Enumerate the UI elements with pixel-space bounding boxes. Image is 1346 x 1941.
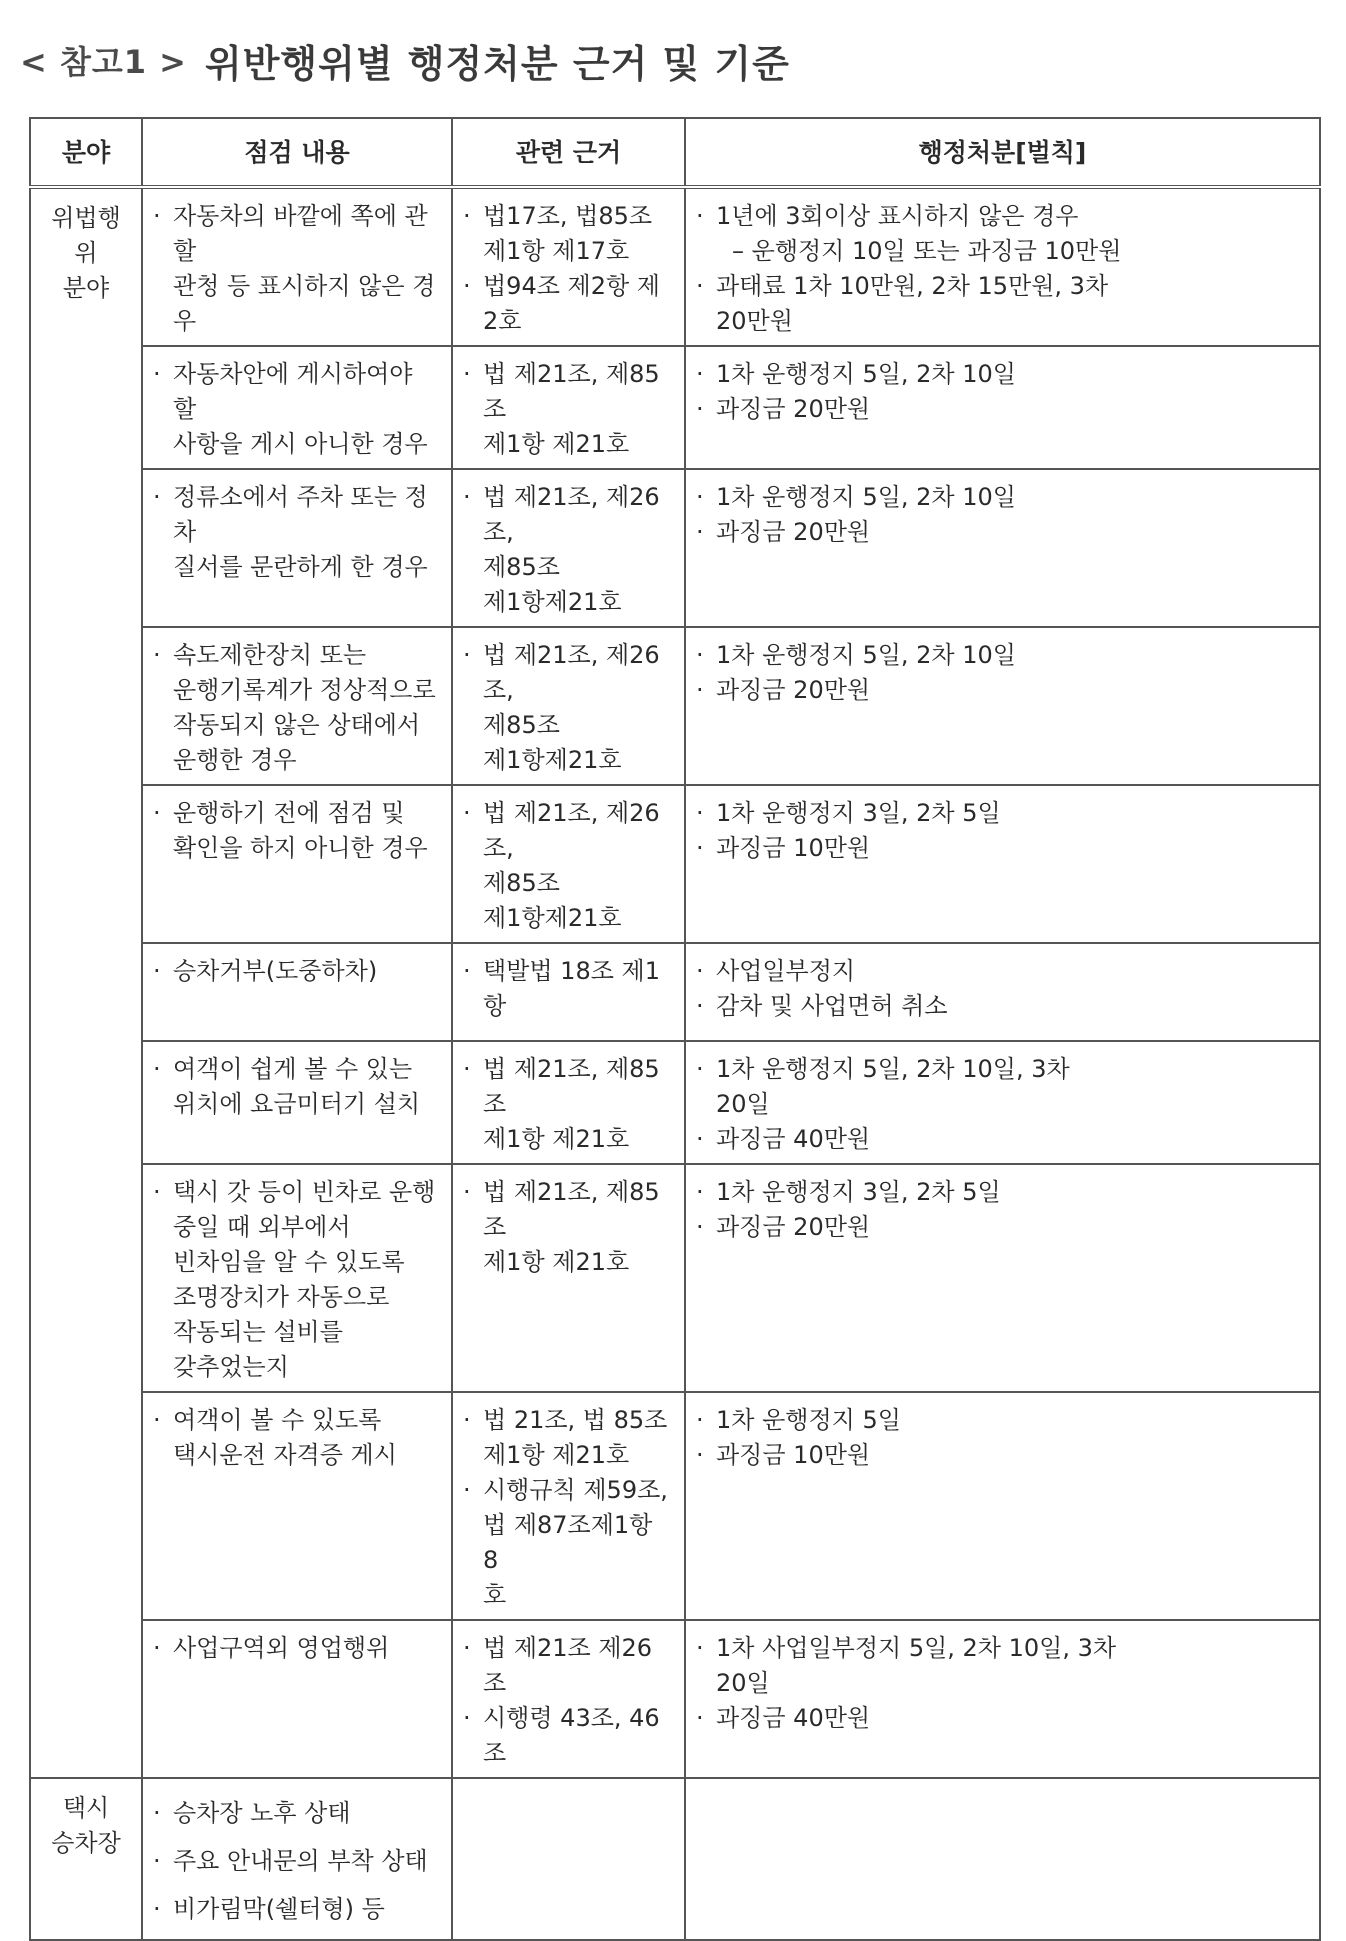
cell-line: · 여객이 쉽게 볼 수 있는 (153, 1052, 441, 1087)
cell-line: · 1차 운행정지 5일, 2차 10일 (696, 357, 1309, 392)
cell-line: 택시운전 자격증 게시 (173, 1441, 397, 1469)
field-cell (30, 1778, 142, 1940)
table-row (30, 469, 1320, 627)
cell-line: 위치에 요금미터기 설치 (173, 1090, 421, 1118)
penalty-cell (685, 187, 1320, 346)
check-cell (142, 346, 452, 469)
header-penalty: 행정처분[벌칙] (685, 118, 1320, 187)
cell-line: 작동되는 설비를 (173, 1318, 343, 1346)
cell-line: 제1항 제21호 (483, 1248, 630, 1276)
check-cell (142, 943, 452, 1041)
table-row (30, 346, 1320, 469)
table-row (30, 1620, 1320, 1778)
cell-line: 제1항 제21호 (483, 1125, 630, 1153)
cell-line: · 과징금 20만원 (696, 515, 1309, 550)
cell-line: · 자동차의 바깥에 쪽에 관할 (153, 199, 441, 269)
cell-line: 제85조 (483, 711, 560, 739)
cell-line: · 시행규칙 제59조, (463, 1473, 674, 1508)
cell-line: 빈차임을 알 수 있도록 (173, 1248, 405, 1276)
cell-line: 확인을 하지 아니한 경우 (173, 834, 428, 862)
cell-line: 중일 때 외부에서 (173, 1213, 351, 1241)
check-cell (142, 785, 452, 943)
penalty-cell (685, 785, 1320, 943)
check-cell (142, 187, 452, 346)
check-cell (142, 627, 452, 785)
cell-line: · 법94조 제2항 제2호 (463, 269, 674, 339)
cell-line: 제1항 제21호 (483, 430, 630, 458)
cell-line: · 속도제한장치 또는 (153, 638, 441, 673)
cell-line: · 1차 사업일부정지 5일, 2차 10일, 3차 (696, 1631, 1309, 1666)
page-title (20, 30, 790, 90)
basis-cell (452, 785, 685, 943)
cell-line: 갖추었는지 (173, 1353, 289, 1381)
cell-line: · 감차 및 사업면허 취소 (696, 989, 1309, 1024)
field-label: 택시 (62, 1794, 110, 1822)
cell-line: · 1차 운행정지 3일, 2차 5일 (696, 796, 1309, 831)
cell-line: 조명장치가 자동으로 (173, 1283, 390, 1311)
table-row (30, 785, 1320, 943)
penalty-table (29, 117, 1321, 1941)
cell-line: · 시행령 43조, 46조 (463, 1701, 674, 1771)
cell-line: 20일 (716, 1090, 770, 1118)
basis-cell (452, 943, 685, 1041)
cell-line: 제85조 (483, 869, 560, 897)
penalty-cell (685, 943, 1320, 1041)
field-label: 승차장 (51, 1829, 121, 1857)
cell-line: · 택시 갓 등이 빈차로 운행 (153, 1175, 441, 1210)
cell-line: · 과징금 40만원 (696, 1122, 1309, 1157)
basis-cell (452, 469, 685, 627)
cell-line: · 자동차안에 게시하여야 할 (153, 357, 441, 427)
table-body (30, 187, 1320, 1940)
table-row (30, 1392, 1320, 1620)
cell-line: · 과태료 1차 10만원, 2차 15만원, 3차 (696, 269, 1309, 304)
cell-line: 제1항제21호 (483, 904, 622, 932)
penalty-cell (685, 627, 1320, 785)
cell-line: · 정류소에서 주차 또는 정차 (153, 480, 441, 550)
cell-line: · 승차장 노후 상태 (153, 1789, 441, 1837)
cell-line: 제1항제21호 (483, 746, 622, 774)
check-cell (142, 1392, 452, 1620)
basis-cell (452, 1041, 685, 1164)
cell-line: – 운행정지 10일 또는 과징금 10만원 (732, 237, 1122, 265)
penalty-cell (685, 1620, 1320, 1778)
cell-line: 작동되지 않은 상태에서 (173, 711, 421, 739)
table-header-row (30, 118, 1320, 187)
cell-line: 제1항 제17호 (483, 237, 630, 265)
cell-line: · 법 제21조, 제85조 (463, 1175, 674, 1245)
table-row (30, 1041, 1320, 1164)
header-basis: 관련 근거 (452, 118, 685, 187)
cell-line: 제85조 (483, 553, 560, 581)
basis-cell (452, 187, 685, 346)
basis-cell (452, 1392, 685, 1620)
table-row (30, 1164, 1320, 1392)
cell-line: · 법 제21조 제26조 (463, 1631, 674, 1701)
cell-line: 법 제87조제1항 8 (483, 1511, 653, 1574)
check-cell (142, 1041, 452, 1164)
table-row (30, 627, 1320, 785)
cell-line: 20일 (716, 1669, 770, 1697)
cell-line: · 법 제21조, 제26조, (463, 796, 674, 866)
cell-line: · 과징금 10만원 (696, 1438, 1309, 1473)
cell-line: · 1차 운행정지 5일, 2차 10일 (696, 480, 1309, 515)
cell-line: · 과징금 20만원 (696, 673, 1309, 708)
penalty-cell (685, 1164, 1320, 1392)
header-check: 점검 내용 (142, 118, 452, 187)
basis-cell (452, 1778, 685, 1940)
reference-label: < 참고1 > (20, 43, 187, 81)
cell-line: · 1년에 3회이상 표시하지 않은 경우 (696, 199, 1309, 234)
cell-line: · 여객이 볼 수 있도록 (153, 1403, 441, 1438)
cell-line: · 1차 운행정지 5일 (696, 1403, 1309, 1438)
cell-line: · 과징금 40만원 (696, 1701, 1309, 1736)
penalty-cell (685, 469, 1320, 627)
cell-line: · 법 제21조, 제85조 (463, 1052, 674, 1122)
cell-line: · 승차거부(도중하차) (153, 954, 441, 989)
cell-line: · 비가림막(쉘터형) 등 (153, 1885, 441, 1933)
cell-line: 운행기록계가 정상적으로 (173, 676, 436, 704)
cell-line: · 사업일부정지 (696, 954, 1309, 989)
cell-line: 20만원 (716, 307, 793, 335)
penalty-cell (685, 346, 1320, 469)
check-cell (142, 1164, 452, 1392)
field-cell (30, 187, 142, 1778)
table-row (30, 187, 1320, 346)
cell-line: · 법 제21조, 제85조 (463, 357, 674, 427)
cell-line: · 주요 안내문의 부착 상태 (153, 1837, 441, 1885)
table-row (30, 1778, 1320, 1940)
field-label: 분야 (62, 274, 110, 302)
field-label: 위법행위 (51, 204, 121, 267)
check-cell (142, 469, 452, 627)
cell-line: 관청 등 표시하지 않은 경우 (173, 272, 436, 335)
penalty-cell (685, 1778, 1320, 1940)
cell-line: · 택발법 18조 제1항 (463, 954, 674, 1024)
cell-line: 호 (483, 1581, 507, 1609)
cell-line: · 운행하기 전에 점검 및 (153, 796, 441, 831)
check-cell (142, 1778, 452, 1940)
table-row (30, 943, 1320, 1041)
cell-line: · 1차 운행정지 5일, 2차 10일, 3차 (696, 1052, 1309, 1087)
cell-line: · 법 제21조, 제26조, (463, 638, 674, 708)
penalty-cell (685, 1392, 1320, 1620)
cell-line: · 법 21조, 법 85조 (463, 1403, 674, 1438)
cell-line: · 과징금 10만원 (696, 831, 1309, 866)
basis-cell (452, 1620, 685, 1778)
cell-line: 질서를 문란하게 한 경우 (173, 553, 428, 581)
cell-line: · 과징금 20만원 (696, 1210, 1309, 1245)
cell-line: · 1차 운행정지 5일, 2차 10일 (696, 638, 1309, 673)
basis-cell (452, 346, 685, 469)
cell-line: 사항을 게시 아니한 경우 (173, 430, 428, 458)
cell-line: · 법17조, 법85조 (463, 199, 674, 234)
cell-line: · 과징금 20만원 (696, 392, 1309, 427)
basis-cell (452, 1164, 685, 1392)
header-field: 분야 (30, 118, 142, 187)
title-text: 위반행위별 행정처분 근거 및 기준 (205, 41, 790, 86)
penalty-cell (685, 1041, 1320, 1164)
cell-line: · 1차 운행정지 3일, 2차 5일 (696, 1175, 1309, 1210)
basis-cell (452, 627, 685, 785)
cell-line: 제1항제21호 (483, 588, 622, 616)
cell-line: · 법 제21조, 제26조, (463, 480, 674, 550)
cell-line: · 사업구역외 영업행위 (153, 1631, 441, 1666)
check-cell (142, 1620, 452, 1778)
cell-line: 운행한 경우 (173, 746, 297, 774)
cell-line: 제1항 제21호 (483, 1441, 630, 1469)
